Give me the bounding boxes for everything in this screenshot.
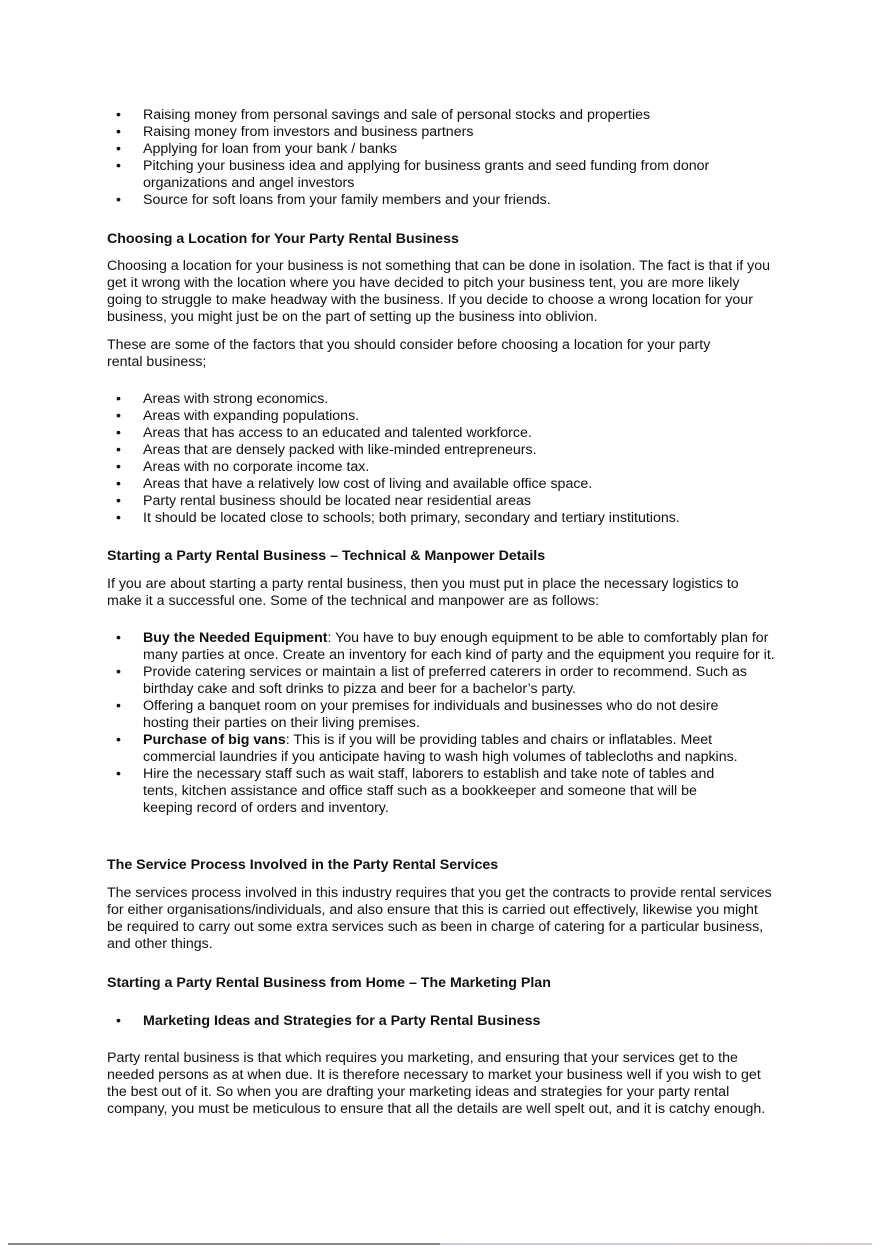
funding-sources-list	[107, 107, 777, 209]
list-item: • Party rental business should be located near residential areas	[107, 493, 777, 510]
list-item: • Raising money from investors and business partners	[107, 124, 777, 141]
location-heading: Choosing a Location for Your Party Rental Business	[107, 231, 459, 247]
list-item	[107, 630, 777, 664]
technical-heading: Starting a Party Rental Business – Technical & Manpower Details	[107, 548, 546, 564]
item-text: : This is if you will be providing tables and chairs or inflatables. Meet commercial laundries if you anticipate having to wash high volumes of tablecloths and napkins.	[143, 732, 738, 765]
list-item: • Areas with expanding populations.	[107, 408, 777, 425]
service-heading: The Service Process Involved in the Party Rental Services	[107, 857, 499, 873]
technical-list	[107, 630, 777, 817]
technical-paragraph: If you are about starting a party rental business, then you must put in place the necessary logistics to make it a successful one. Some of the technical and manpower are as follows:	[107, 576, 739, 609]
list-item	[107, 732, 777, 766]
list-item: • Pitching your business idea and applying for business grants and seed funding from donor organizations and angel investors	[107, 158, 777, 192]
list-item: • It should be located close to schools; both primary, secondary and tertiary institutions.	[107, 510, 777, 527]
service-paragraph: The services process involved in this industry requires that you get the contracts to provide rental services for either organisations/individuals, and also ensure that this is carried out effectively, likewise you might be required to carry out some extra services such as been in charge of catering for a particular business, and other things.	[107, 885, 772, 952]
item-text: Hire the necessary staff such as wait staff, laborers to establish and take note of tables and tents, kitchen assistance and office staff such as a bookkeeper and someone that will be keeping record of orders and inventory.	[143, 766, 715, 816]
marketing-paragraph: Party rental business is that which requires you marketing, and ensuring that your services get to the needed persons as at when due. It is therefore necessary to market your business well if you wish to get the best out of it. So when you are drafting your marketing ideas and strategies for your party rental company, you must be meticulous to ensure that all the details are well spelt out, and it is catchy enough.	[107, 1050, 766, 1117]
location-factors-list	[107, 391, 777, 527]
list-item: • Areas with strong economics.	[107, 391, 777, 408]
list-item	[107, 698, 777, 732]
item-title: Marketing Ideas and Strategies for a Party Rental Business	[143, 1013, 541, 1029]
item-text: : You have to buy enough equipment to be able to comfortably plan for many parties at once. Create an inventory for each kind of party and the equipment you require for it.	[143, 630, 775, 663]
item-title: Buy the Needed Equipment	[143, 630, 328, 646]
location-factors-intro: These are some of the factors that you should consider before choosing a location for your party rental business;	[107, 337, 711, 370]
list-item	[107, 664, 777, 698]
marketing-list	[107, 1013, 777, 1030]
item-title: Purchase of big vans	[143, 732, 286, 748]
list-item: • Areas that has access to an educated and talented workforce.	[107, 425, 777, 442]
list-item: • Source for soft loans from your family members and your friends.	[107, 192, 777, 209]
list-item: • Areas that have a relatively low cost of living and available office space.	[107, 476, 777, 493]
list-item: • Areas that are densely packed with like-minded entrepreneurs.	[107, 442, 777, 459]
location-paragraph: Choosing a location for your business is not something that can be done in isolation. The fact is that if you get it wrong with the location where you have decided to pitch your business tent, you are more likely going to struggle to make headway with the business. If you decide to choose a wrong location for your business, you might just be on the part of setting up the business into oblivion.	[107, 258, 771, 325]
list-item: • Raising money from personal savings and sale of personal stocks and properties	[107, 107, 777, 124]
list-item	[107, 1013, 777, 1030]
item-text: Provide catering services or maintain a list of preferred caterers in order to recommend. Such as birthday cake and soft drinks to pizza and beer for a bachelor’s party.	[143, 664, 748, 697]
footer-divider	[8, 1243, 872, 1245]
list-item: • Areas with no corporate income tax.	[107, 459, 777, 476]
marketing-heading: Starting a Party Rental Business from Home – The Marketing Plan	[107, 975, 551, 991]
list-item: • Applying for loan from your bank / banks	[107, 141, 777, 158]
item-text: Offering a banquet room on your premises for individuals and businesses who do not desire hosting their parties on their living premises.	[143, 698, 719, 731]
list-item	[107, 766, 777, 817]
